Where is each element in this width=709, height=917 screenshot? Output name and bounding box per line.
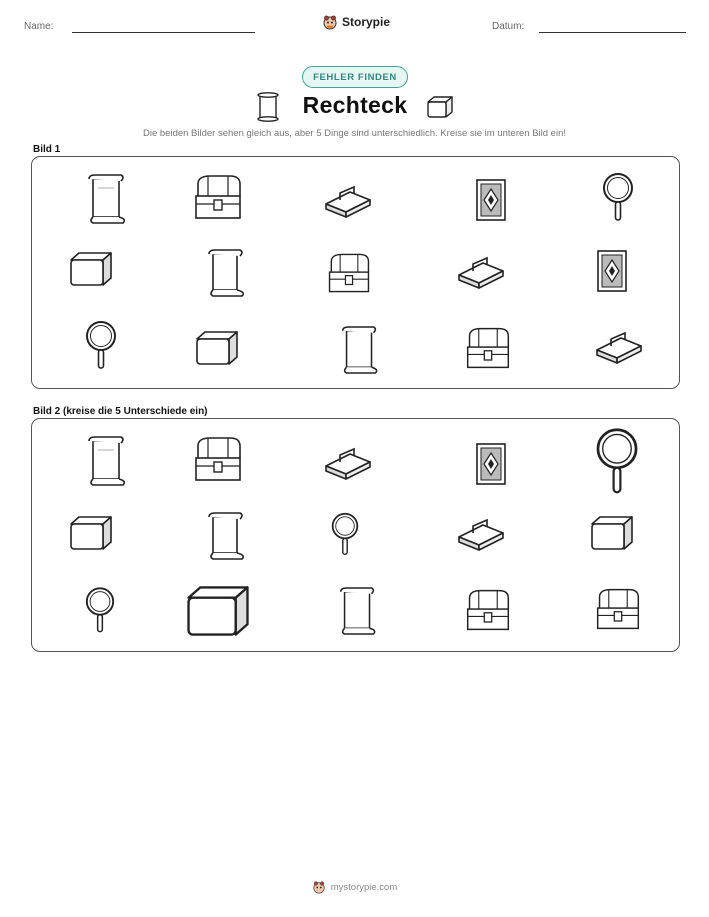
magnifier-icon[interactable]: [84, 585, 116, 635]
bild2-label: Bild 2 (kreise die 5 Unterschiede ein): [33, 406, 208, 417]
date-label: Datum:: [492, 21, 525, 32]
bild1-panel: [31, 156, 680, 389]
treasure-chest-icon[interactable]: [464, 325, 512, 371]
treasure-chest-icon[interactable]: [326, 250, 372, 296]
wooden-block-icon[interactable]: [595, 330, 643, 364]
brand-name: Storypie: [342, 15, 391, 29]
worksheet-type-badge: FEHLER FINDEN: [302, 66, 408, 88]
name-label: Name:: [24, 21, 54, 32]
treasure-chest-icon[interactable]: [192, 174, 244, 220]
bild1-label: Bild 1: [33, 144, 61, 155]
wooden-block-icon[interactable]: [457, 517, 505, 551]
footer: [0, 880, 709, 894]
treasure-chest-icon[interactable]: [464, 587, 512, 633]
scroll-icon[interactable]: [336, 587, 380, 635]
cube-icon[interactable]: [589, 514, 635, 552]
scroll-icon[interactable]: [206, 249, 246, 297]
footer-url[interactable]: mystorypie.com: [330, 881, 398, 893]
date-line[interactable]: [539, 32, 686, 33]
wooden-block-icon[interactable]: [324, 446, 372, 480]
cube-icon: [424, 95, 456, 119]
cube-icon[interactable]: [68, 514, 114, 552]
rug-icon[interactable]: [595, 248, 629, 294]
name-line[interactable]: [72, 32, 255, 33]
cube-icon[interactable]: [194, 329, 240, 367]
scroll-icon[interactable]: [338, 326, 382, 374]
brand-logo: [322, 14, 390, 30]
treasure-chest-icon[interactable]: [594, 586, 642, 632]
bild2-panel: [31, 418, 680, 652]
magnifier-icon[interactable]: [592, 427, 642, 495]
instruction-text: Die beiden Bilder sehen gleich aus, aber 5 Dinge sind unterschiedlich. Kreise sie im unteren Bild ein!: [143, 128, 566, 139]
magnifier-icon[interactable]: [601, 172, 635, 222]
scroll-icon[interactable]: [85, 436, 129, 486]
storypie-mascot-icon: [312, 880, 326, 894]
wooden-block-icon[interactable]: [457, 255, 505, 289]
scroll-icon[interactable]: [206, 512, 246, 560]
cube-icon[interactable]: [184, 583, 252, 639]
magnifier-icon[interactable]: [330, 511, 360, 557]
scroll-icon: [255, 92, 281, 122]
magnifier-icon[interactable]: [84, 320, 118, 370]
storypie-mascot-icon: [322, 14, 338, 30]
wooden-block-icon[interactable]: [324, 184, 372, 218]
scroll-icon[interactable]: [85, 174, 129, 224]
rug-icon[interactable]: [474, 439, 508, 489]
rug-icon[interactable]: [474, 177, 508, 223]
page-title: Rechteck: [302, 92, 408, 118]
cube-icon[interactable]: [68, 250, 114, 288]
treasure-chest-icon[interactable]: [192, 436, 244, 482]
